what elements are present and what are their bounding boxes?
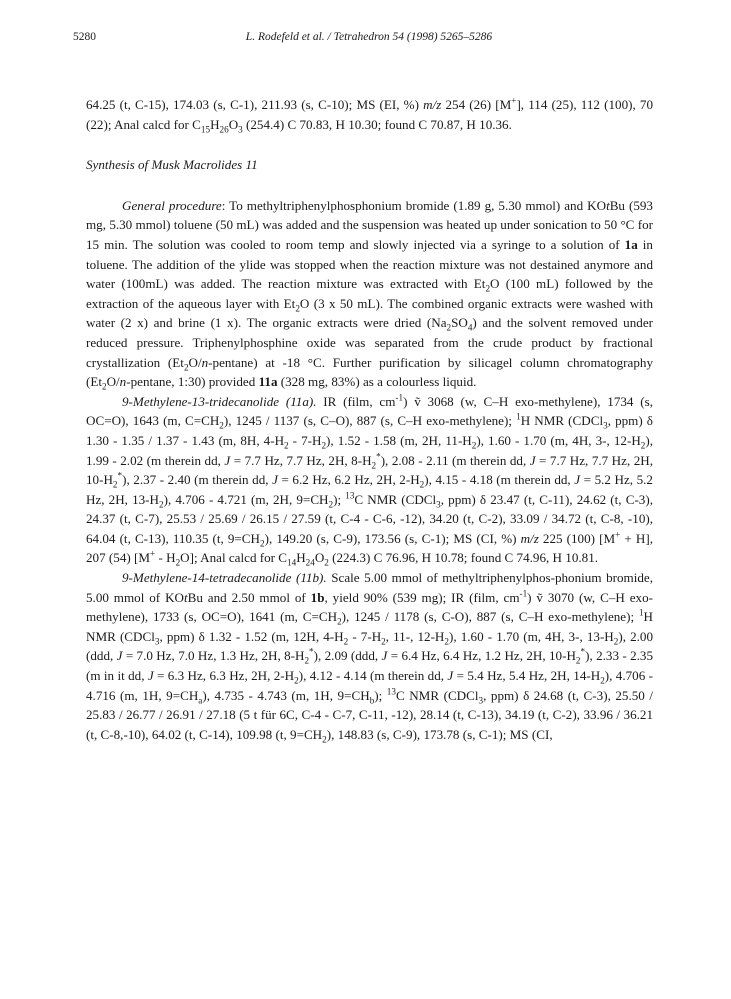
paragraph-compound-11b: 9-Methylene-14-tetradecanolide (11b). Scale 5.00 mmol of methyltriphenylphos-phonium bromide, 5.00 mmol of KOtBu and 2.50 mmol of 1b, yield 90% (539 mg); IR (film, $cm^{-1}$) ṽ 3070 (w, C–H exo-methylene), 1733 (s, OC=O), 1641 (m, $C=CH_2$), 1245 / 1178 (s, C-O), 887 (s, C–H exo-methylene); $^1$H NMR (CDCl$_3$, ppm) δ 1.32 - 1.52 (m, 12H, $4-H_2 - 7-H_2$, 11-, $12-H_2$), 1.60 - 1.70 (m, 4H, 3-, $13-H_2$), 2.00 (ddd, J = 7.0 Hz, 7.0 Hz, 1.3 Hz, 2H, $8-H_2^*$), 2.09 (ddd, J = 6.4 Hz, 6.4 Hz, 1.2 Hz, 2H, $10-H_2^*$), 2.33 - 2.35 (m in it dd, J = 6.3 Hz, 6.3 Hz, 2H, $2-H_2$), 4.12 - 4.14 (m therein dd, J = 5.4 Hz, 5.4 Hz, 2H, $14-H_2$), 4.706 - 4.716 (m, 1H, $9=CH_a$), 4.735 - 4.743 (m, 1H, $9=CH_b$); $^{13}$C NMR (CDCl$_3$, ppm) δ 24.68 (t, C-3), 25.50 / 25.83 / 26.77 / 26.91 / 27.18 (5 t für 6C, C-4 - C-7, C-11, -12), 28.14 (t, C-13), 34.19 (t, C-2), 33.96 / 36.21 (t, C-8,-10), 64.02 (t, C-14), 109.98 (t, $9=CH_2$), 148.83 (s, C-9), 173.78 (s, C-1); MS (CI, xyxy=(86,570,654,745)
paragraph-continued: 64.25 (t, C-15), 174.03 (s, C-1), 211.93 (s, C-10); MS (EI, %) m/z 254 (26) [M+], 114 (25), 112 (100), 70 (22); Anal calcd for $C_{15}H_{26}O_3$ (254.4) C 70.83, H 10.30; found C 70.87, H 10.36. xyxy=(86,95,653,135)
section-heading: Synthesis of Musk Macrolides 11 xyxy=(86,157,258,173)
running-title: L. Rodefeld et al. / Tetrahedron 54 (1998) 5265–5286 xyxy=(245,31,493,43)
page-header xyxy=(73,31,665,47)
paragraph-compound-11a: 9-Methylene-13-tridecanolide (11a). IR (film, $cm^{-1}$) ṽ 3068 (w, C–H exo-methylene), 1734 (s, OC=O), 1643 (m, $C=CH_2$), 1245 / 1137 (s, C–O), 887 (s, C–H exo-methylene); $^1$H NMR (CDCl$_3$, ppm) δ 1.30 - 1.35 / 1.37 - 1.43 (m, 8H, $4-H_2 - 7-H_2$), 1.52 - 1.58 (m, 2H, $11-H_2$), 1.60 - 1.70 (m, 4H, 3-, $12-H_2$), 1.99 - 2.02 (m therein dd, J = 7.7 Hz, 7.7 Hz, 2H, $8-H_2^*$), 2.08 - 2.11 (m therein dd, J = 7.7 Hz, 7.7 Hz, 2H, $10-H_2^*$), 2.37 - 2.40 (m therein dd, J = 6.2 Hz, 6.2 Hz, 2H, $2-H_2$), 4.15 - 4.18 (m therein dd, J = 5.2 Hz, 5.2 Hz, 2H, $13-H_2$), 4.706 - 4.721 (m, 2H, $9=CH_2$); $^{13}$C NMR (CDCl$_3$, ppm) δ 23.47 (t, C-11), 24.62 (t, C-3), 24.37 (t, C-7), 25.53 / 25.69 / 26.15 / 27.59 (t, C-4 - C-6, -12), 34.20 (t, C-2), 33.09 / 34.72 (t, C-8, -10), 64.04 (t, C-13), 110.35 (t, $9=CH_2$), 149.20 (s, C-9), 173.56 (s, C-1); MS (CI, %) m/z 225 (100) [M+ + H], 207 (54) $[M^+ - H_2O]$; Anal calcd for $C_{14}H_{24}O_2$ (224.3) C 76.96, H 10.78; found C 74.96, H 10.81. xyxy=(86,392,654,569)
paragraph-general-procedure: General procedure: To methyltriphenylphosphonium bromide (1.89 g, 5.30 mmol) and KOtBu (593 mg, 5.30 mmol) toluene (50 mL) was added and the suspension was heated up under sonication to 50 °C for 15 min. The solution was cooled to room temp and slowly injected via a syringe to a solution of 1a in toluene. The addition of the ylide was stopped when the reaction mixture was not destained anymore and water (100mL) was added. The reaction mixture was extracted with $Et_2O$ (100 mL) followed by the extraction of the aqueous layer with $Et_2O$ (3 x 50 mL). The combined organic extracts were washed with water (2 x) and brine (1 x). The organic extracts were dried $(Na_2SO_4)$ and the solvent removed under reduced pressure. Triphenylphosphine oxide was separated from the crude product by fractional crystallization $(Et_2O/n-pentane)$ at -18 °C. Further purification by silicagel column chromatography ($Et_2O/n$-pentane, 1:30) provided 11a (328 mg, 83%) as a colourless liquid. xyxy=(86,197,654,392)
page-number: 5280 xyxy=(73,31,96,43)
page-body xyxy=(86,95,653,744)
